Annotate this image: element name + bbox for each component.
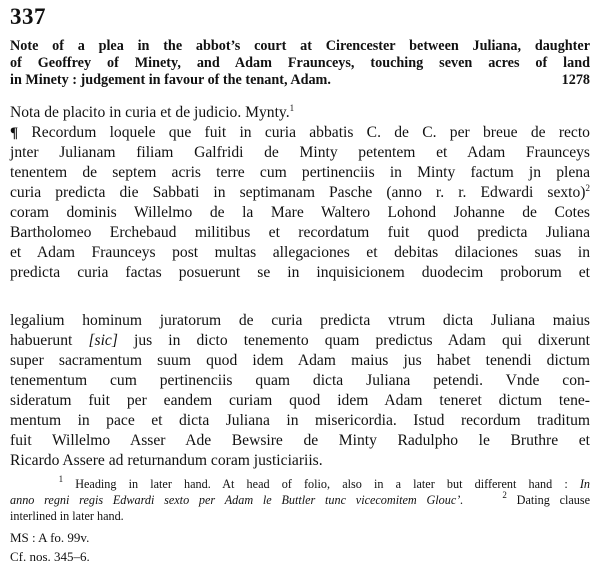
body-line: fuit Willelmo Asser Ade Bewsire de Minty Radulpho le Bruthre et (10, 432, 590, 449)
summary-line-1: Note of a plea in the abbot’s court at Cirencester between Juliana, daughter (10, 38, 590, 54)
body-line: legalium hominum juratorum de curia predicta vtrum dicta Juliana maius (10, 312, 590, 329)
body-line-text: habuerunt (10, 332, 73, 349)
footnote-2-cont: interlined in later hand. (10, 509, 124, 523)
body-line (10, 124, 590, 142)
body-line (10, 332, 590, 350)
footnote-1-marker: 1 (58, 474, 64, 484)
footnote-1-cont (10, 490, 591, 508)
body-line: Bartholomeo Erchebaud militibus et recordatum fuit quod predicta Juliana (10, 224, 590, 241)
sic-marker: [sic] (88, 332, 118, 349)
body-line: super sacramentum suum quod idem Adam maius jus habet tenendi dictum (10, 352, 590, 369)
body-line (10, 184, 590, 202)
paragraph-mark-icon: ¶ (10, 125, 19, 141)
entry-summary (10, 38, 590, 89)
body-line: jnter Julianam filiam Galfridi de Minty petentem et Adam Fraunceys (10, 144, 590, 161)
body-line-text: jus in dicto tenemento quam predictus Adam qui dixerunt (133, 332, 590, 349)
footnote-ref-2: 2 (585, 183, 590, 193)
body-line: coram dominis Willelmo de la Mare Waltero Lohond Johanne de Cotes (10, 204, 590, 221)
body-line: mentum in pace et dicta Juliana in misericordia. Istud recordum traditum (10, 412, 590, 429)
body-line: tenentem de septem acris terre cum pertinenciis in Minty factum jn plena (10, 164, 590, 181)
footnote-2-text: Dating clause (516, 493, 591, 507)
summary-line-2: of Geoffrey of Minety, and Adam Fraunceys, touching seven acres of land (10, 55, 590, 71)
body-line-text: curia predicta die Sabbati in septimanam Pasche (anno r. r. Edwardi sexto) (10, 184, 586, 201)
manuscript-reference: MS : A fo. 99v. (10, 530, 90, 545)
footnote-1-italic-cont: anno regni regis Edwardi sexto per Adam le Buttler tunc vicecomitem Glouc’. (10, 493, 464, 507)
body-line: sideratum fuit per eandem curiam quod idem Adam teneret dictum tene- (10, 392, 590, 409)
entry-number: 337 (10, 4, 46, 29)
footnote-ref-1: 1 (289, 103, 295, 113)
cross-reference: Cf. nos. 345–6. (10, 549, 90, 564)
summary-line-3: in Minety : judgement in favour of the tenant, Adam. (10, 72, 331, 88)
body-line-text: Recordum loquele que fuit in curia abbatis C. de C. per breue de recto (31, 124, 590, 141)
summary-year: 1278 (561, 72, 590, 88)
footnote-1-text: Heading in later hand. At head of folio, also in a later but different hand : (75, 477, 568, 491)
footnote-2-marker: 2 (502, 490, 507, 500)
heading-text: Nota de placito in curia et de judicio. Mynty. (10, 104, 290, 121)
body-line: Ricardo Assere ad returnandum coram justiciariis. (10, 452, 323, 469)
footnote-1-italic: In (579, 477, 591, 491)
body-line: et Adam Fraunceys post multas allegaciones et debitas dilaciones suas in (10, 244, 590, 261)
body-line: tenementum cum pertinenciis quam dicta Juliana petendi. Vnde con- (10, 372, 590, 389)
body-line: predicta curia factas posuerunt se in inquisicionem duodecim proborum et (10, 264, 590, 281)
latin-heading (10, 104, 590, 122)
